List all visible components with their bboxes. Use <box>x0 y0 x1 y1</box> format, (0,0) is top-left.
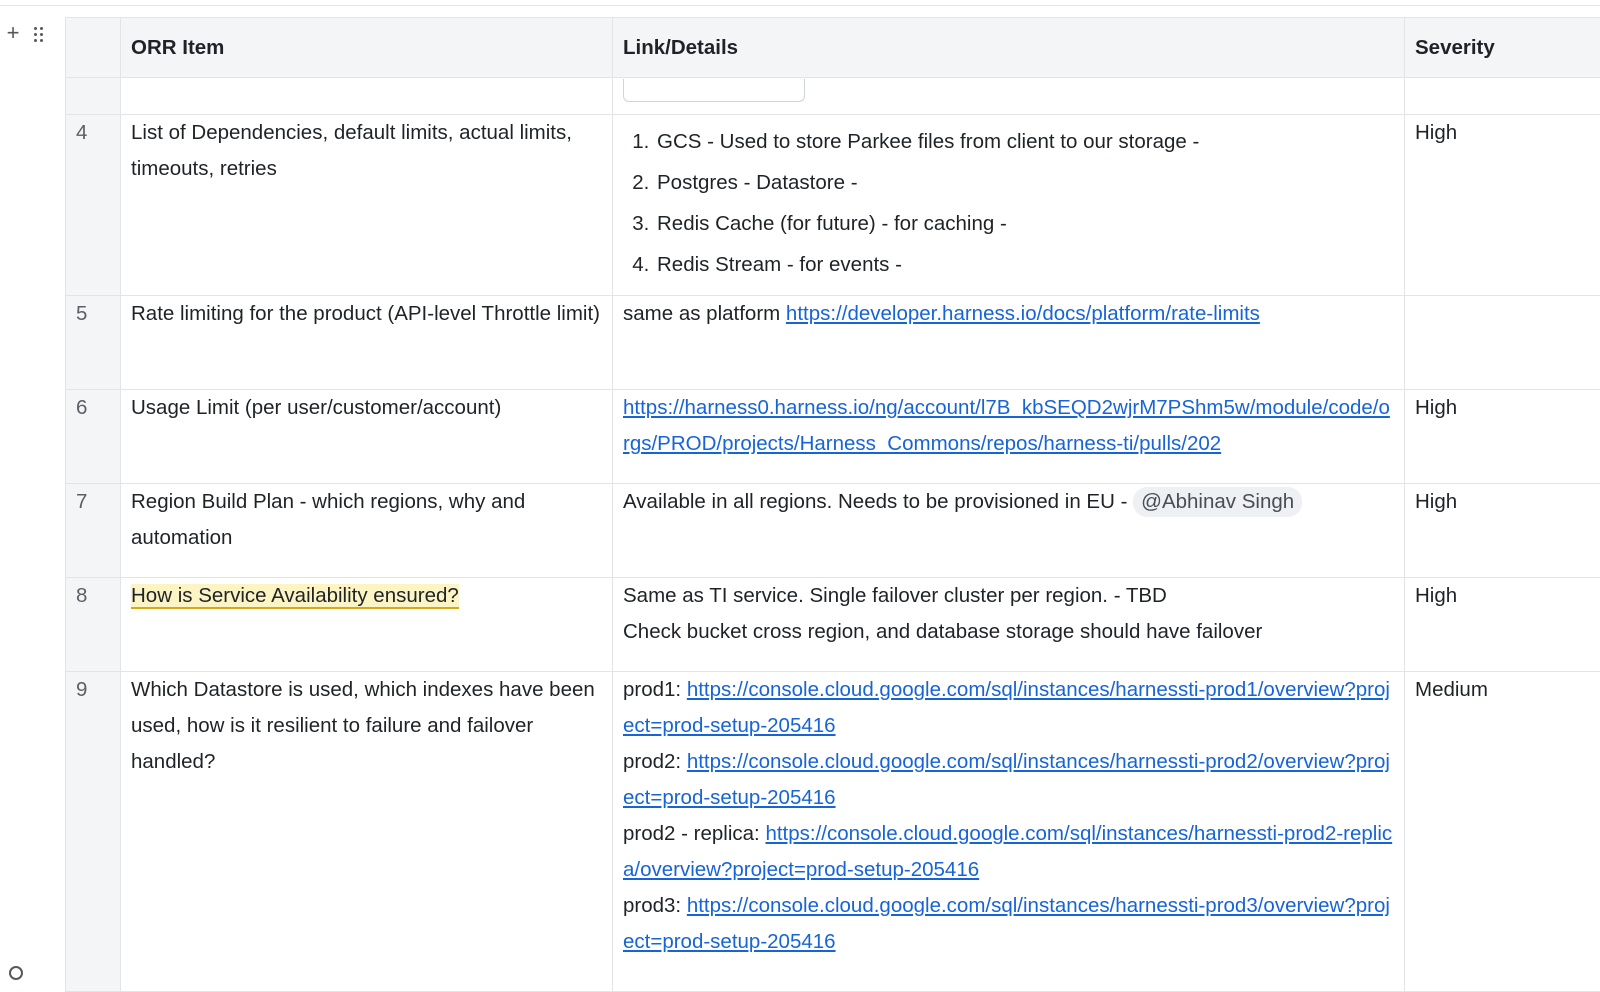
row-number: 6 <box>66 390 121 484</box>
details-cell[interactable] <box>613 115 1405 296</box>
datastore-entry <box>623 672 1394 744</box>
severity-cell[interactable]: High <box>1405 484 1600 578</box>
table-cell[interactable] <box>121 78 613 115</box>
table-row <box>66 390 1600 484</box>
drag-handle-icon[interactable] <box>34 25 43 42</box>
usage-limit-link[interactable]: https://harness0.harness.io/ng/account/l7B_kbSEQD2wjrM7PShm5w/module/code/orgs/PROD/projects/Harness_Commons/repos/harness-ti/pulls/202 <box>623 396 1390 455</box>
list-item: 3. Redis Cache (for future) - for caching - <box>655 203 1394 244</box>
severity-cell[interactable]: High <box>1405 390 1600 484</box>
orr-table <box>65 17 1600 992</box>
header-rownum <box>66 18 121 78</box>
row-number: 7 <box>66 484 121 578</box>
details-cell[interactable] <box>613 484 1405 578</box>
orr-item-cell[interactable]: Rate limiting for the product (API-level Throttle limit) <box>121 296 613 390</box>
row-number: 8 <box>66 578 121 672</box>
table-row-partial <box>66 78 1600 115</box>
datastore-link[interactable]: https://console.cloud.google.com/sql/instances/harnessti-prod3/overview?project=prod-setup-205416 <box>623 894 1390 953</box>
list-item: 2. Postgres - Datastore - <box>655 162 1394 203</box>
orr-item-cell[interactable]: Usage Limit (per user/customer/account) <box>121 390 613 484</box>
highlighted-comment-text[interactable]: How is Service Availability ensured? <box>131 584 459 609</box>
details-text: Available in all regions. Needs to be provisioned in EU - <box>623 490 1133 513</box>
entry-label: prod2 - replica: <box>623 822 765 845</box>
table-row <box>66 578 1600 672</box>
header-orr-item[interactable]: ORR Item <box>121 18 613 78</box>
header-severity[interactable]: Severity <box>1405 18 1600 78</box>
severity-cell[interactable]: Medium <box>1405 672 1600 992</box>
top-divider <box>0 5 1600 6</box>
table-row <box>66 672 1600 992</box>
rate-limits-link[interactable]: https://developer.harness.io/docs/platform/rate-limits <box>786 302 1260 325</box>
help-icon[interactable] <box>9 966 23 980</box>
orr-item-cell[interactable]: List of Dependencies, default limits, actual limits, timeouts, retries <box>121 115 613 296</box>
details-line: Same as TI service. Single failover cluster per region. - TBD <box>623 578 1394 614</box>
severity-cell[interactable]: High <box>1405 115 1600 296</box>
table-row <box>66 484 1600 578</box>
datastore-entry <box>623 816 1394 888</box>
cut-off-chip <box>623 79 805 102</box>
entry-label: prod1: <box>623 678 687 701</box>
table-row <box>66 115 1600 296</box>
table-cell[interactable] <box>1405 78 1600 115</box>
user-mention[interactable]: @Abhinav Singh <box>1133 487 1302 517</box>
details-cell[interactable] <box>613 578 1405 672</box>
orr-item-cell[interactable]: Region Build Plan - which regions, why and automation <box>121 484 613 578</box>
severity-cell[interactable] <box>1405 296 1600 390</box>
severity-cell[interactable]: High <box>1405 578 1600 672</box>
details-line: Check bucket cross region, and database storage should have failover <box>623 614 1394 650</box>
datastore-link[interactable]: https://console.cloud.google.com/sql/instances/harnessti-prod2/overview?project=prod-setup-205416 <box>623 750 1390 809</box>
header-row <box>66 18 1600 78</box>
datastore-entry <box>623 744 1394 816</box>
table-row <box>66 296 1600 390</box>
row-number <box>66 78 121 115</box>
list-item: 4. Redis Stream - for events - <box>655 244 1394 285</box>
plus-icon[interactable]: + <box>4 22 22 44</box>
datastore-link[interactable]: https://console.cloud.google.com/sql/instances/harnessti-prod2-replica/overview?project=prod-setup-205416 <box>623 822 1392 881</box>
row-number: 5 <box>66 296 121 390</box>
table-cell[interactable] <box>613 78 1405 115</box>
dependencies-list <box>623 121 1394 285</box>
details-text: same as platform <box>623 302 786 325</box>
header-link-details[interactable]: Link/Details <box>613 18 1405 78</box>
row-number: 4 <box>66 115 121 296</box>
block-toolbar <box>4 22 43 44</box>
details-cell[interactable] <box>613 672 1405 992</box>
orr-item-cell[interactable]: Which Datastore is used, which indexes have been used, how is it resilient to failure and failover handled? <box>121 672 613 992</box>
entry-label: prod2: <box>623 750 687 773</box>
details-cell[interactable] <box>613 296 1405 390</box>
row-number: 9 <box>66 672 121 992</box>
details-cell[interactable] <box>613 390 1405 484</box>
datastore-link[interactable]: https://console.cloud.google.com/sql/instances/harnessti-prod1/overview?project=prod-setup-205416 <box>623 678 1390 737</box>
entry-label: prod3: <box>623 894 687 917</box>
list-item: 1. GCS - Used to store Parkee files from client to our storage - <box>655 121 1394 162</box>
orr-item-cell[interactable] <box>121 578 613 672</box>
datastore-entry <box>623 888 1394 960</box>
